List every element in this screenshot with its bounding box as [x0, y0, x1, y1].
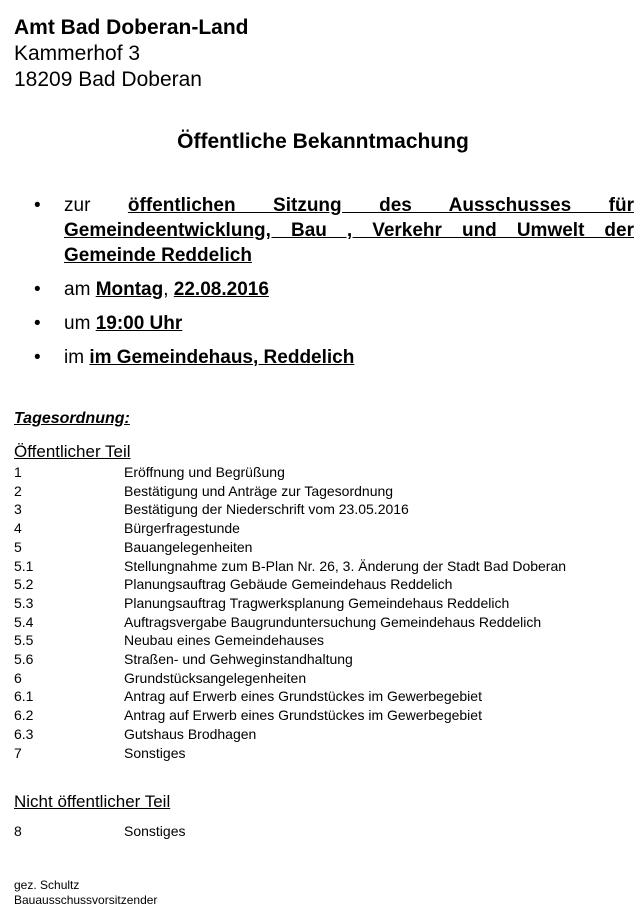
meeting-time: 19:00 Uhr [95, 313, 183, 334]
bullet-dot-icon: • [34, 313, 41, 334]
place-bullet [30, 345, 634, 370]
agenda-item-number: 1 [14, 464, 22, 480]
agenda-item [14, 706, 634, 725]
agenda-item [14, 725, 634, 744]
agenda-item [14, 500, 634, 519]
agenda-item [14, 557, 634, 576]
agenda-item-number: 8 [14, 823, 22, 839]
time-bullet [30, 311, 634, 336]
meeting-prefix: zur [64, 195, 128, 216]
agenda-item [14, 744, 634, 763]
agenda-item-text: Planungsauftrag Gebäude Gemeindehaus Reddelich [124, 576, 453, 593]
agenda-item-text: Grundstücksangelegenheiten [124, 669, 307, 686]
agenda-item [14, 482, 634, 501]
meeting-title: öffentlichen Sitzung des Ausschusses für Gemeindeentwicklung, Bau , Verkehr und Umwelt der Gemeinde Reddelich [64, 195, 634, 266]
agenda-item-number: 2 [14, 482, 22, 499]
agenda-item-number: 4 [14, 520, 22, 537]
agenda-item [14, 575, 634, 594]
agenda-item-text: Neubau eines Gemeindehauses [124, 632, 325, 649]
agenda-item [14, 669, 634, 688]
agenda-item-number: 6.3 [14, 725, 34, 742]
agenda-item-number: 5.3 [14, 594, 34, 611]
agenda-item [14, 631, 634, 650]
agenda-item-number: 5.6 [14, 651, 34, 668]
signature-block [14, 878, 157, 908]
agenda-item-text: Antrag auf Erwerb eines Grundstückes im Gewerbegebiet [124, 707, 482, 724]
bullet-dot-icon: • [34, 347, 41, 368]
agenda-item [14, 687, 634, 706]
date-separator: , [163, 279, 174, 300]
agenda-item-text: Straßen- und Gehweginstandhaltung [124, 651, 353, 668]
sender-name: Amt Bad Doberan-Land [14, 16, 249, 39]
public-agenda-list [14, 463, 634, 762]
signature-role: Bauausschussvorsitzender [14, 893, 158, 907]
signature-name: gez. Schultz [14, 878, 80, 892]
agenda-item-text: Auftragsvergabe Baugrunduntersuchung Gemeindehaus Reddelich [124, 613, 542, 630]
place-prefix: im [64, 347, 90, 368]
agenda-item-text: Bestätigung der Niederschrift vom 23.05.2016 [124, 501, 409, 518]
public-section-title: Öffentlicher Teil [14, 442, 131, 461]
agenda-item-number: 6.1 [14, 688, 34, 705]
time-prefix: um [64, 313, 96, 334]
agenda-item-number: 5.2 [14, 576, 34, 593]
agenda-item-text: Stellungnahme zum B-Plan Nr. 26, 3. Änderung der Stadt Bad Doberan [124, 557, 567, 574]
sender-city: 18209 Bad Doberan [14, 68, 202, 91]
agenda-item-text: Eröffnung und Begrüßung [124, 464, 285, 480]
agenda-item-text: Sonstiges [124, 744, 186, 761]
agenda-item-text: Bürgerfragestunde [124, 520, 240, 537]
agenda-item [14, 613, 634, 632]
agenda-item-text: Gutshaus Brodhagen [124, 725, 257, 742]
agenda-item [14, 538, 634, 557]
date-bullet [30, 277, 634, 302]
document-heading: Öffentliche Bekanntmachung [177, 130, 469, 153]
meeting-date: 22.08.2016 [173, 279, 269, 300]
agenda-item [14, 822, 634, 841]
sender-address [14, 15, 249, 93]
agenda-item-text: Planungsauftrag Tragwerksplanung Gemeindehaus Reddelich [124, 594, 510, 611]
agenda-item [14, 519, 634, 538]
agenda-item-text: Bestätigung und Anträge zur Tagesordnung [124, 482, 394, 499]
agenda-item-number: 5 [14, 538, 22, 555]
agenda-item-number: 6 [14, 669, 22, 686]
agenda-item-number: 3 [14, 501, 22, 518]
bullet-dot-icon: • [34, 279, 41, 300]
agenda-title: Tagesordnung: [14, 410, 130, 427]
sender-street: Kammerhof 3 [14, 42, 141, 65]
meeting-day: Montag [95, 279, 164, 300]
private-section-title: Nicht öffentlicher Teil [14, 792, 171, 811]
agenda-item-number: 5.5 [14, 632, 34, 649]
bullet-dot-icon: • [34, 195, 41, 216]
agenda-item-text: Antrag auf Erwerb eines Grundstückes im Gewerbegebiet [124, 688, 482, 705]
agenda-item-number: 6.2 [14, 707, 34, 724]
agenda-item-number: 5.4 [14, 613, 34, 630]
private-agenda-list [14, 822, 634, 841]
agenda-item [14, 650, 634, 669]
meeting-bullet [30, 193, 634, 268]
agenda-item [14, 594, 634, 613]
agenda-item [14, 463, 634, 482]
agenda-item-text: Sonstiges [124, 823, 186, 839]
agenda-item-number: 7 [14, 744, 22, 761]
agenda-item-number: 5.1 [14, 557, 34, 574]
agenda-item-text: Bauangelegenheiten [124, 538, 253, 555]
date-prefix: am [64, 279, 96, 300]
meeting-place: im Gemeindehaus, Reddelich [89, 347, 355, 368]
meeting-details [30, 193, 634, 379]
